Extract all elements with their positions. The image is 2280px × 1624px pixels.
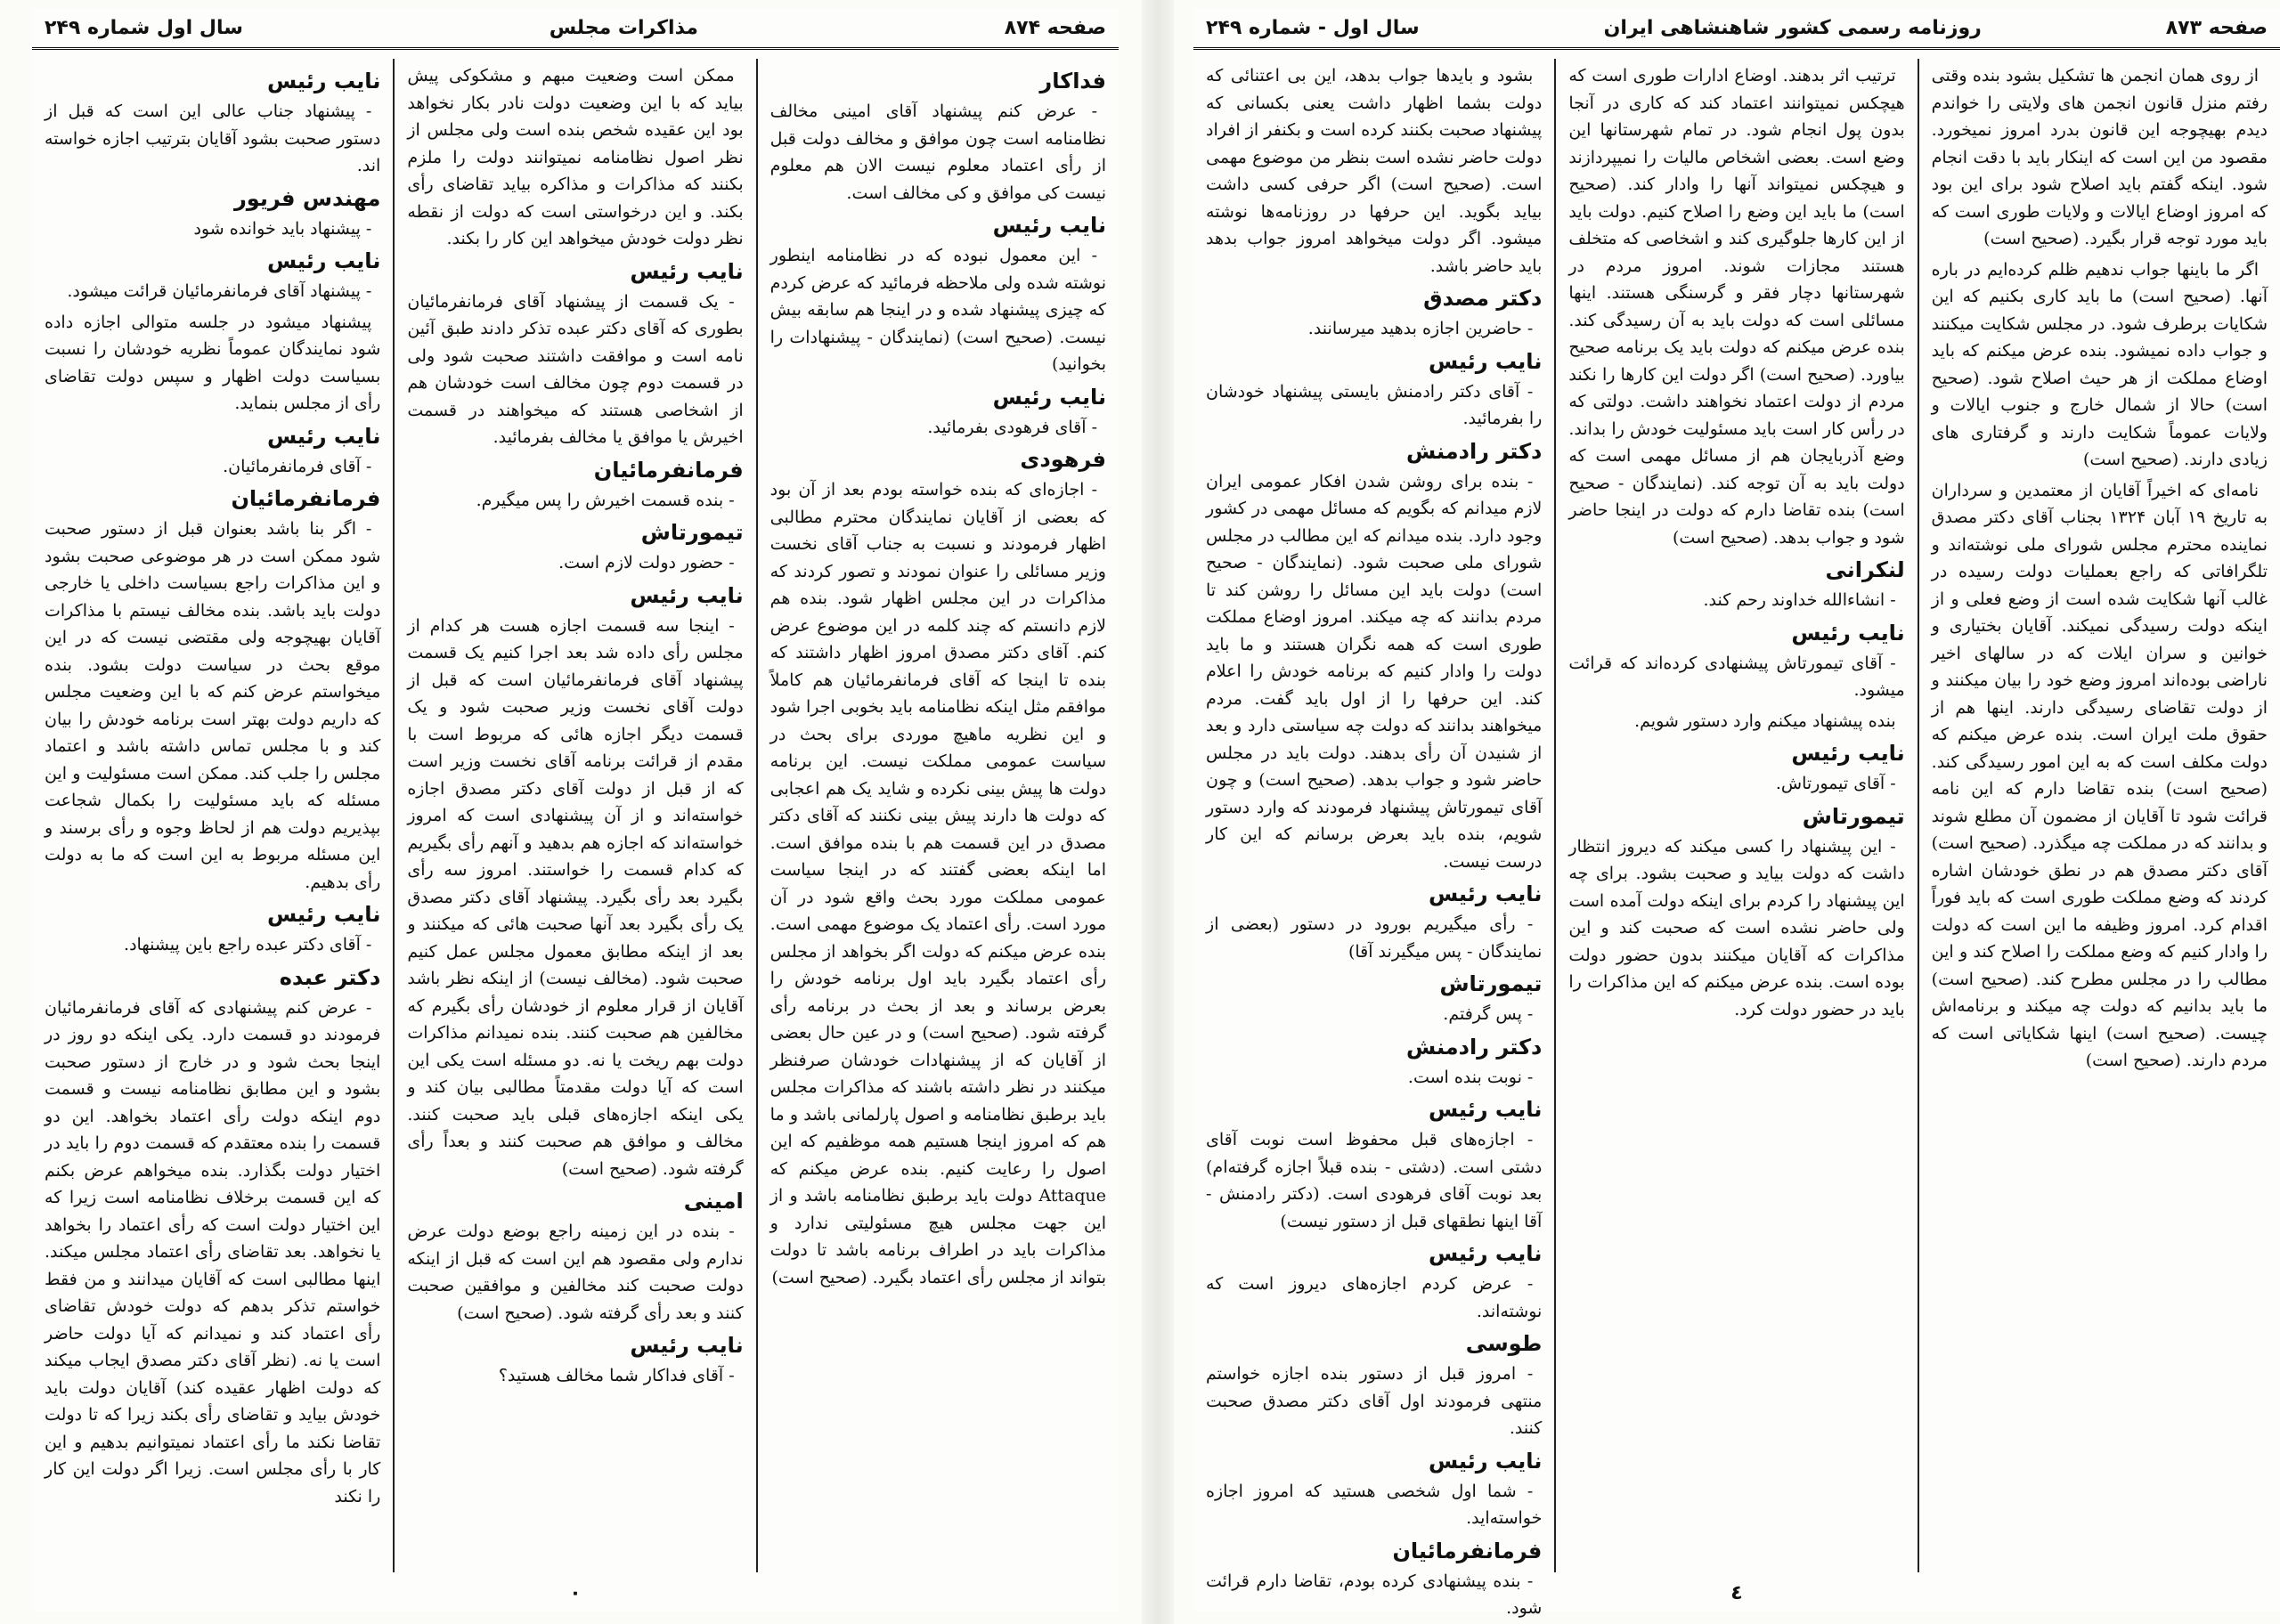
paragraph: - عرض کنم پیشنهادی که آقای فرمانفرمائیان فرمودند دو قسمت دارد. یکی اینکه دو روز در اینجا بحث شود و در خارج از دستور صحبت بشود و این مطابق نظامنامه نیست و قسمت دوم اینکه دولت رأی اعتماد بخواهد. این دو قسمت را بنده معتقدم که قسمت دوم را باید در اختیار دولت بگذارد. بنده میخواهم عرض بکنم که این قسمت برخلاف نظامنامه است زیرا که این اختیار دولت است که رأی اعتماد را بخواهد یا نخواهد. بعد تقاضای رأی اعتماد مجلس میکند. اینها مطالبی است که آقایان میدانند و من فقط خواستم تذکر بدهم که دولت خودش تقاضای رأی اعتماد کند و نمیدانم که آیا دولت حاضر است یا نه. (نظر آقای دکتر مصدق ایجاب میکند که دولت اظهار عقیده کند) آقایان دولت باید خودش بیاید و تقاضای رأی بکند زیرا که تا دولت تقاضا نکند ما رأی اعتماد نمیتوانیم بدهیم و این کار با رأی مجلس است. زیرا اگر دولت این کار را نکند (45, 997, 381, 1506)
paragraph: - پیشنهاد جناب عالی این است که قبل از دستور صحبت بشود آقایان بترتیب اجازه خواسته اند. (45, 102, 381, 175)
paragraph: - پیشنهاد آقای فرمانفرمائیان قرائت میشود. (67, 281, 372, 301)
paragraph: بنده پیشنهاد میکنم وارد دستور شویم. (1634, 710, 1896, 731)
speaker-name: نایب رئیس (630, 582, 744, 608)
paragraph: نامه‌ای که اخیراً آقایان از معتمدین و سرداران به تاریخ ۱۹ آبان ۱۳۲۴ بجناب آقای دکتر مصدق نماینده محترم مجلس شورای ملی نوشته‌اند و تلگرافاتی که راجع بعملیات دولت رسیده در غالب آنها شکایت شده است از وضع فعلی و از اینکه دولت رسیدگی نمیکند. آقایان بختیاری و خوانین و سران ایلات که در سالهای اخیر ناراضی بوده‌اند امروز وضع خود را بیان میکنند و از دولت تقاضای رسیدگی دارند. اینها هم از حقوق ملت ایران است. بنده عرض میکنم که دولت مکلف است که به این امور رسیدگی کند. (صحیح است) بنده تقاضا دارم که این نامه قرائت شود تا آقایان از مضمون آن مطلع شوند و بدانند که در مملکت چه میگذرد. (صحیح است) آقای دکتر مصدق هم در نطق خودشان اشاره کردند که وضع مملکت طوری است که باید فوراً اقدام کرد. امروز وظیفه ما این است که دولت را وادار کنیم که وضع مملکت را اصلاح کند و این مطالب را در مجلس مطرح کند. (صحیح است) ما باید بدانیم که دولت چه میکند و برنامه‌اش چیست. (صحیح است) اینها شکایاتی است که مردم دارند. (صحیح است) (1931, 480, 2268, 1070)
column-3 (32, 59, 393, 1572)
paragraph: از روی همان انجمن ها تشکیل بشود بنده وقتی رفتم منزل قانون انجمن های ولایتی را خواندم دیدم بهیچوجه این قانون بدرد امروز نمیخورد. مقصود من این است که اینکار باید با دقت انجام شود. اینکه گفتم باید اصلاح شود برای این بود که امروز اوضاع ایالات و ولایات طوری است که باید مورد توجه قرار بگیرد. (صحیح است) (1931, 66, 2268, 248)
paragraph: - شما اول شخصی هستید که امروز اجازه خواسته‌اید. (1206, 1481, 1543, 1528)
column-1 (1193, 59, 1554, 1618)
paragraph: - بنده قسمت اخیرش را پس میگیرم. (476, 490, 735, 510)
paragraph: - نوبت بنده است. (1407, 1067, 1534, 1087)
speaker-name: تیمورتاش (1439, 971, 1543, 996)
speaker-name: نایب رئیس (1791, 741, 1905, 766)
speaker-name: امینی (683, 1189, 744, 1214)
paragraph: اگر ما باینها جواب ندهیم ظلم کرده‌ایم در باره آنها. (صحیح است) ما باید کاری بکنیم که این شکایات برطرف شود. در مجلس شکایت میکنند و جواب داده نمیشود. بنده عرض میکنم که باید اوضاع مملکت از هر حیث اصلاح شود. (صحیح است) حالا از شمال خارج و جنوب ایالات و ولایات عموماً شکایت دارند و گرفتاری های زیادی دارند. (صحیح است) (1931, 259, 2268, 469)
paragraph: ممکن است وضعیت مبهم و مشکوکی پیش بیاید که با این وضعیت دولت نادر بکار نخواهد بود این عقیده شخص بنده است ولی مجلس از نظر اصول نظامنامه نمیتوانند دولت را ملزم بکنند که مذاکرات و مذاکره بیاید تقاضای رأی بکند. و این درخواستی است که دولت از نقطه نظر دولت خودش میخواهد این کار را بکند. (407, 66, 744, 248)
speaker-name: دکتر رادمنش (1406, 1034, 1543, 1060)
paragraph: - یک قسمت از پیشنهاد آقای فرمانفرمائیان بطوری که آقای دکتر عبده تذکر دادند طبق آئین نامه است و موافقت داشتند صحبت شود ولی در قسمت دوم چون مخالف است خودشان هم از اشخاصی هستند که میخواهند در قسمت اخیرش یا موافق یا مخالف بفرمائید. (407, 291, 744, 447)
paragraph: - آقای تیمورتاش. (1775, 774, 1896, 793)
page-header (1193, 9, 2280, 50)
paragraph: - رأی میگیریم بورود در دستور (بعضی از نمایندگان - پس میگیرند آقا) (1206, 914, 1543, 962)
speaker-name: فرمانفرمائیان (593, 457, 744, 483)
speaker-name: لنکرانی (1825, 557, 1905, 582)
speaker-name: نایب رئیس (992, 384, 1106, 410)
paragraph: - پیشنهاد باید خوانده شود (193, 218, 372, 239)
paragraph: - بنده در این زمینه راجع بوضع دولت عرض ندارم ولی مقصود هم این است که قبل از اینکه دولت صحبت کند مخالفین و موافقین صحبت کنند و بعد رأی گرفته شود. (صحیح است) (407, 1222, 744, 1323)
speaker-name: دکتر عبده (279, 964, 381, 990)
speaker-name: تیمورتاش (1802, 803, 1905, 829)
paragraph: - عرض کردم اجازه‌های دیروز است که نوشته‌اند. (1206, 1274, 1543, 1321)
paragraph: بشود و بایدها جواب بدهد، این بی اعتنائی که دولت بشما اظهار داشت یعنی بکسانی که پیشنهاد صحبت بکنند کرده است و بکنفر از افراد دولت حاضر نشده است بنظر من موضوع مهمی است. (صحیح است) اگر حرفی کسی داشت بیاید بگوید. این حرفها در روزنامه‌ها نوشته میشود. اگر دولت میخواهد امروز جواب بدهد باید حاضر باشد. (1206, 66, 1543, 276)
paragraph: - عرض کنم پیشنهاد آقای امینی مخالف نظامنامه است چون موافق و مخالف دولت قبل از رأی اعتماد معلوم نیست الان هم معلوم نیست کی موافق و کی مخالف است. (770, 102, 1106, 203)
paragraph: - اجازه‌ای که بنده خواسته بودم بعد از آن بود که بعضی از آقایان نمایندگان محترم مطالبی اظهار فرمودند و نسبت به جناب آقای نخست وزیر مسائلی را عنوان نمودند و تصور کردند که مذاکرات در این مجلس اظهار شود. بنده هم لازم دانستم که چند کلمه در این موضوع عرض کنم. آقای دکتر مصدق امروز اظهار داشتند که بنده تا اینجا که آقای فرمانفرمائیان هم کاملاً موافقم مثل اینکه نظامنامه باید بخوبی اجرا شود و این نظریه ماهیچ موردی برای بحث در سیاست عمومی مملکت نیست. این برنامه دولت ها پیش بینی نکرده و شاید یک هم اعجابی که دولت ها دارند پیش بینی نکنند که آقای دکتر مصدق در این قسمت هم با بنده موافق است. اما اینکه بعضی گفتند که در اینجا سیاست عمومی مملکت مورد بحث واقع شود در آن مورد است. رأی اعتماد یک موضوع مهمی است. بنده عرض میکنم که دولت اگر بخواهد از مجلس رأی اعتماد بگیرد باید اول برنامه خودش را بعرض برساند و بعد از بحث در برنامه رأی گرفته شود. (صحیح است) و در عین حال بعضی از آقایان که از پیشنهادات خودشان صرفنظر میکنند در نظر داشته باشند که مذاکرات مجلس باید برطبق نظامنامه و اصول پارلمانی باشد و ما هم که امروز اینجا هستیم همه موظفیم که این اصول را رعایت کنیم. بنده عرض میکنم که Attaque دولت باید برطبق نظامنامه باشد و از این جهت مجلس هیچ مسئولیتی ندارد و مذاکرات باید در اطراف برنامه باشد تا دولت بتواند از مجلس رأی اعتماد بگیرد. (صحیح است) (770, 480, 1106, 1287)
speaker-name: نایب رئیس (1428, 1097, 1543, 1122)
column-2 (1554, 59, 1917, 1572)
speaker-name: نایب رئیس (266, 423, 381, 449)
paragraph: - آقای فرمانفرمائیان. (223, 456, 372, 476)
speaker-name: نایب رئیس (1428, 1241, 1543, 1266)
binding-gutter (1142, 0, 1174, 1624)
paragraph: - آقای دکتر رادمنش بایستی پیشنهاد خودشان را بفرمائید. (1206, 381, 1543, 428)
paragraph: - بنده برای روشن شدن افکار عمومی ایران لازم میدانم که بگویم که مسائل مهمی در کشور وجود دارد. بنده میدانم که این مطالب در مجلس شورای ملی صحبت شود. (نمایندگان - صحیح است) دولت باید این مسائل را روشن کند تا مردم بدانند که چه میکند. امروز اوضاع مملکت طوری است که همه نگران هستند و ما باید دولت را وادار کنیم که برنامه خودش را اعلام کند. این حرفها را از اول باید گفت. مردم میخواهند بدانند که دولت چه سیاستی دارد و بعد از شنیدن آن رأی بدهند. دولت باید در مجلس حاضر شود و جواب بدهد. (صحیح است) و چون آقای تیمورتاش پیشنهاد فرمودند که وارد دستور شویم، بنده باید بعرض برسانم که این کار درست نیست. (1206, 471, 1543, 872)
speaker-name: فرهودی (1020, 447, 1106, 472)
paragraph: - پس گرفتم. (1443, 1004, 1534, 1024)
speaker-name: فرمانفرمائیان (1392, 1538, 1543, 1563)
speaker-name: نایب رئیس (992, 213, 1106, 238)
paragraph: - این پیشنهاد را کسی میکند که دیروز انتظار داشت که دولت بیاید و صحبت بشود. برای چه این پیشنهاد را کردم برای اینکه دولت آمده است ولی حاضر نشده است که صحبت کند و این مذاکرات که آقایان میکنند بدون حضور دولت بوده است. بنده عرض میکنم که این مذاکرات را باید در حضور دولت کرد. (1568, 836, 1905, 1019)
speaker-name: طوسی (1465, 1331, 1543, 1356)
speaker-name: دکتر رادمنش (1406, 438, 1543, 464)
page-folio: ٠ (569, 1582, 582, 1604)
issue-label: سال اول شماره ۲۴۹ (45, 17, 243, 39)
speaker-name: نایب رئیس (630, 258, 744, 284)
issue-label: سال اول - شماره ۲۴۹ (1206, 17, 1420, 39)
column-2 (393, 59, 755, 1572)
section-title: روزنامه رسمی کشور شاهنشاهی ایران (1603, 17, 1982, 39)
page-header (32, 9, 1119, 50)
speaker-name: دکتر مصدق (1423, 286, 1543, 311)
paragraph: ترتیب اثر بدهند. اوضاع ادارات طوری است که هیچکس نمیتوانند اعتماد کند که کاری در آنجا بدون پول انجام شود. در تمام شهرستانها این وضع است. بعضی اشخاص مالیات را نمیپردازند و هیچکس نمیتواند آنها را وادار کند. (صحیح است) ما باید این وضع را اصلاح کنیم. دولت باید از این کارها جلوگیری کند و اشخاصی که متخلف هستند مجازات شوند. امروز مردم در شهرستانها دچار فقر و گرسنگی هستند. اینها مسائلی است که دولت باید به آن رسیدگی کند. بنده عرض میکنم که دولت باید یک برنامه صحیح بیاورد. (صحیح است) اگر دولت این کارها را نکند مردم از دولت اعتماد نخواهند داشت. دولتی که در رأس کار است باید مسئولیت خودش را بداند. وضع آذربایجان هم از مسائل مهمی است که دولت باید به آن توجه کند. (نمایندگان - صحیح است) بنده تقاضا دارم که دولت در اینجا حاضر شود و جواب بدهد. (صحیح است) (1568, 66, 1905, 548)
speaker-name: نایب رئیس (266, 69, 381, 93)
paragraph: - امروز قبل از دستور بنده اجازه خواستم منتهی فرمودند اول آقای دکتر مصدق صحبت کنند. (1206, 1364, 1543, 1438)
page-folio: ٤ (1730, 1582, 1743, 1604)
speaker-name: نایب رئیس (266, 248, 381, 273)
paragraph: - این معمول نبوده که در نظامنامه اینطور نوشته شده ولی ملاحظه فرمائید که عرض کردم که چیزی پیشنهاد شده و در اینجا هم سابقه بیش نیست. (صحیح است) (نمایندگان - پیشنهادات را بخوانید) (770, 246, 1106, 374)
column-1 (756, 59, 1119, 1572)
speaker-name: فرمانفرمائیان (231, 486, 381, 511)
paragraph: - آقای دکتر عبده راجع باین پیشنهاد. (124, 935, 372, 954)
speaker-name: تیمورتاش (640, 520, 744, 545)
section-title: مذاکرات مجلس (549, 17, 698, 39)
paragraph: - اینجا سه قسمت اجازه هست هر کدام از مجلس رأی داده شد بعد اجرا کنیم یک قسمت پیشنهاد آقای فرمانفرمائیان است که قبل از دولت آقای نخست وزیر صحبت شود و یک قسمت دیگر اجازه هائی که مربوط است با مقدم از قرائت برنامه آقای نخست وزیر است که از قبل از دولت آقای دکتر مصدق اجازه خواسته‌اند و از آن پیشنهادی است که امروز خواسته‌اند که اجازه هم بدهید و آنهم رأی بگیریم که کدام قسمت را خواستند. امروز سه رأی بگیرد بعد رأی بگیرد. پیشنهاد آقای دکتر مصدق یک رأی بگیرد بعد آنها صحبت هائی که میکنند و بعد از اینکه مطابق معمول مجلس عمل کنیم صحبت شود. (مخالف نیست) از اینکه نظر باشد آقایان از قرار معلوم از خودشان رأی بگیرم که مخالفین هم صحبت کنند. بنده نمیدانم مذاکرات دولت بهم ریخت یا نه. دو مسئله است یکی این است که آیا دولت مقدمتاً مطالبی بیان کند و یکی اینکه اجازه‌های قبلی باید صحبت کنند. مخالف و موافق هم صحبت کنند و بعداً رأی گرفته شود. (صحیح است) (407, 615, 744, 1179)
text-columns (32, 59, 1119, 1572)
speaker-name: نایب رئیس (266, 902, 381, 927)
paragraph: - انشاءالله خداوند رحم کند. (1703, 590, 1896, 610)
paragraph: - آقای فرهودی بفرمائید. (927, 417, 1097, 437)
paragraph: - اگر بنا باشد بعنوان قبل از دستور صحبت شود ممکن است در هر موضوعی صحبت بشود و این مذاکرات راجع بسیاست داخلی یا خارجی دولت باید باشد. بنده مخالف نیستم با مذاکرات آقایان بهیچوجه ولی مقتضی نیست که در این موقع بحث در سیاست دولت بشود. بنده میخواستم عرض کنم که با این وضعیت مجلس که داریم دولت بهتر است برنامه خودش را بیان کند و با مجلس تماس داشته باشد و اعتماد مجلس را جلب کند. ممکن است مسئولیت و این مسئله که باید مسئولیت را بکمال شجاعت بپذیریم دولت هم از لحاظ وجوه و رأی برسند و این مسئله مربوط به این است که ما به دولت رأی بدهیم. (45, 519, 381, 892)
paragraph: - آقای فداکار شما مخالف هستید؟ (498, 1366, 735, 1385)
speaker-name: مهندس فریور (233, 185, 381, 211)
speaker-name: نایب رئیس (1428, 881, 1543, 906)
paragraph: - آقای تیمورتاش پیشنهادی کرده‌اند که قرائت میشود. (1568, 653, 1905, 700)
paragraph: پیشنهاد میشود در جلسه متوالی اجازه داده شود نمایندگان عموماً نظریه خودشان را نسبت بسیاست دولت اظهار و سپس دولت تقاضای رأی از مجلس بنماید. (45, 312, 381, 413)
paragraph: - حاضرین اجازه بدهید میرسانند. (1307, 319, 1534, 338)
speaker-name: نایب رئیس (1428, 348, 1543, 374)
speaker-name: فداکار (1039, 69, 1106, 93)
speaker-name: نایب رئیس (630, 1333, 744, 1358)
paragraph: - حضور دولت لازم است. (558, 553, 735, 572)
page-number-label: صفحه ۸۷۳ (2165, 17, 2268, 39)
paragraph: - بنده پیشنهادی کرده بودم، تقاضا دارم قرائت شود. (1206, 1571, 1543, 1618)
paragraph: - اجازه‌های قبل محفوظ است نوبت آقای دشتی است. (دشتی - بنده قبلاً اجازه گرفته‌ام) بعد نوبت آقای فرهودی است. (دکتر رادمنش - آقا اینها نطقهای قبل از دستور نیست) (1206, 1130, 1543, 1231)
column-3 (1918, 59, 2280, 1572)
page-number-label: صفحه ۸۷۴ (1004, 17, 1106, 39)
page-873 (1193, 9, 2280, 1618)
text-columns (1193, 59, 2280, 1618)
speaker-name: نایب رئیس (1791, 620, 1905, 646)
speaker-name: نایب رئیس (1428, 1448, 1543, 1474)
page-874 (32, 9, 1119, 1612)
